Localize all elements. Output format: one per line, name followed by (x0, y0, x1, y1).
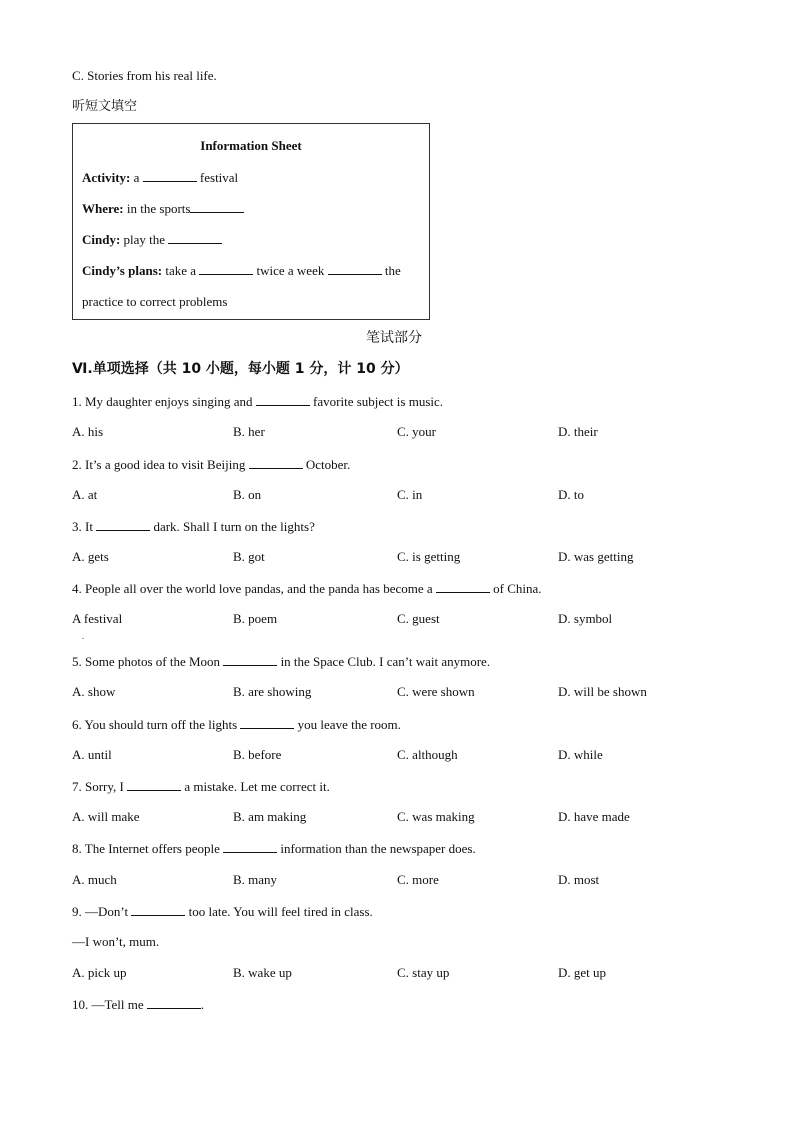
info-activity-line (82, 169, 238, 186)
question-4-option-a: A festival (72, 611, 123, 626)
question-7-option-b: B. am making (233, 809, 307, 824)
question-3-option-a: A. gets (72, 549, 109, 564)
question-4-option-d: D. symbol (558, 611, 613, 626)
section-title: Ⅵ.单项选择（共 10 小题，每小题 1 分，计 10 分） (72, 361, 409, 377)
question-8-option-c: C. more (397, 872, 439, 887)
question-6-stem (72, 716, 401, 733)
answer-blank (223, 653, 277, 666)
question-6-option-d: D. while (558, 747, 603, 762)
answer-blank (249, 456, 303, 469)
question-3-option-c: C. is getting (397, 549, 461, 564)
question-9-option-b: B. wake up (233, 965, 292, 980)
answer-blank (256, 393, 310, 406)
activity-post-text: festival (199, 170, 239, 185)
question-text: 9. —Don’t (72, 904, 132, 919)
question-9-option-d: D. get up (558, 965, 607, 980)
answer-blank (127, 778, 181, 791)
plans-blank-2 (328, 262, 382, 275)
question-2-option-b: B. on (233, 487, 262, 502)
question-2-option-d: D. to (558, 487, 584, 502)
question-9-reply: —I won’t, mum. (72, 934, 160, 949)
question-text: 10. —Tell me (72, 997, 147, 1012)
activity-label: Activity: (82, 170, 131, 185)
question-text: 2. It’s a good idea to visit Beijing (72, 457, 249, 472)
question-8-option-a: A. much (72, 872, 117, 887)
question-text: 8. The Internet offers people (72, 841, 224, 856)
question-2-stem (72, 456, 350, 473)
question-text: 4. People all over the world love pandas, and the panda has become a (72, 581, 436, 596)
where-blank (190, 200, 244, 213)
question-9-option-a: A. pick up (72, 965, 127, 980)
question-8-stem (72, 840, 476, 857)
question-1-option-a: A. his (72, 424, 104, 439)
previous-question-option: C. Stories from his real life. (72, 68, 217, 83)
question-3-option-b: B. got (233, 549, 265, 564)
question-text: dark. Shall I turn on the lights? (150, 519, 315, 534)
answer-blank (147, 996, 201, 1009)
question-7-stem (72, 778, 330, 795)
question-7-option-a: A. will make (72, 809, 140, 824)
answer-blank (240, 716, 294, 729)
question-3-option-d: D. was getting (558, 549, 634, 564)
plans-blank-1 (199, 262, 253, 275)
info-where-line (82, 200, 244, 217)
question-5-option-a: A. show (72, 684, 116, 699)
question-5-stem (72, 653, 490, 670)
question-4-stem (72, 580, 542, 597)
question-text: . (200, 997, 205, 1012)
question-1-option-d: D. their (558, 424, 598, 439)
question-4-option-b: B. poem (233, 611, 278, 626)
answer-blank (436, 580, 490, 593)
question-1-option-c: C. your (397, 424, 436, 439)
question-text: 7. Sorry, I (72, 779, 128, 794)
question-text: of China. (489, 581, 542, 596)
where-label: Where: (82, 201, 124, 216)
question-text: information than the newspaper does. (277, 841, 476, 856)
stray-dot: . (82, 632, 84, 641)
question-text: you leave the room. (294, 717, 401, 732)
question-6-option-a: A. until (72, 747, 112, 762)
info-plans-line (82, 262, 401, 279)
question-5-option-b: B. are showing (233, 684, 312, 699)
info-cindy-line (82, 231, 222, 248)
question-9-stem (72, 903, 373, 920)
written-section-heading: 笔试部分 (366, 330, 422, 346)
where-pre-text: in the sports (126, 201, 191, 216)
answer-blank (131, 903, 185, 916)
question-text: 5. Some photos of the Moon (72, 654, 224, 669)
question-7-option-c: C. was making (397, 809, 475, 824)
question-5-option-c: C. were shown (397, 684, 475, 699)
question-8-option-d: D. most (558, 872, 600, 887)
plans-label: Cindy’s plans: (82, 263, 163, 278)
plans-mid-text: twice a week (256, 263, 325, 278)
question-7-option-d: D. have made (558, 809, 630, 824)
plans-post-text: the (384, 263, 401, 278)
cindy-label: Cindy: (82, 232, 121, 247)
question-4-option-c: C. guest (397, 611, 440, 626)
question-text: too late. You will feel tired in class. (185, 904, 373, 919)
question-text: 3. It (72, 519, 97, 534)
question-text: 1. My daughter enjoys singing and (72, 394, 256, 409)
question-8-option-b: B. many (233, 872, 278, 887)
question-1-option-b: B. her (233, 424, 265, 439)
cindy-blank (168, 231, 222, 244)
information-sheet-box (72, 123, 430, 320)
cindy-pre-text: play the (123, 232, 166, 247)
question-text: a mistake. Let me correct it. (181, 779, 330, 794)
question-1-stem (72, 393, 443, 410)
question-text: in the Space Club. I can’t wait anymore. (277, 654, 491, 669)
info-sheet-title: Information Sheet (200, 138, 302, 153)
plans-pre-text: take a (165, 263, 196, 278)
answer-blank (96, 518, 150, 531)
question-9-option-c: C. stay up (397, 965, 450, 980)
listening-section-heading: 听短文填空 (72, 99, 138, 114)
answer-blank (223, 840, 277, 853)
info-plans-line-2: practice to correct problems (82, 294, 228, 309)
question-text: favorite subject is music. (309, 394, 444, 409)
activity-pre-text: a (133, 170, 140, 185)
question-2-option-a: A. at (72, 487, 98, 502)
question-2-option-c: C. in (397, 487, 423, 502)
question-3-stem (72, 518, 315, 535)
activity-blank (143, 169, 197, 182)
question-10-stem (72, 996, 204, 1013)
question-text: 6. You should turn off the lights (72, 717, 241, 732)
question-6-option-b: B. before (233, 747, 282, 762)
question-text: October. (302, 457, 351, 472)
question-6-option-c: C. although (397, 747, 458, 762)
question-5-option-d: D. will be shown (558, 684, 647, 699)
